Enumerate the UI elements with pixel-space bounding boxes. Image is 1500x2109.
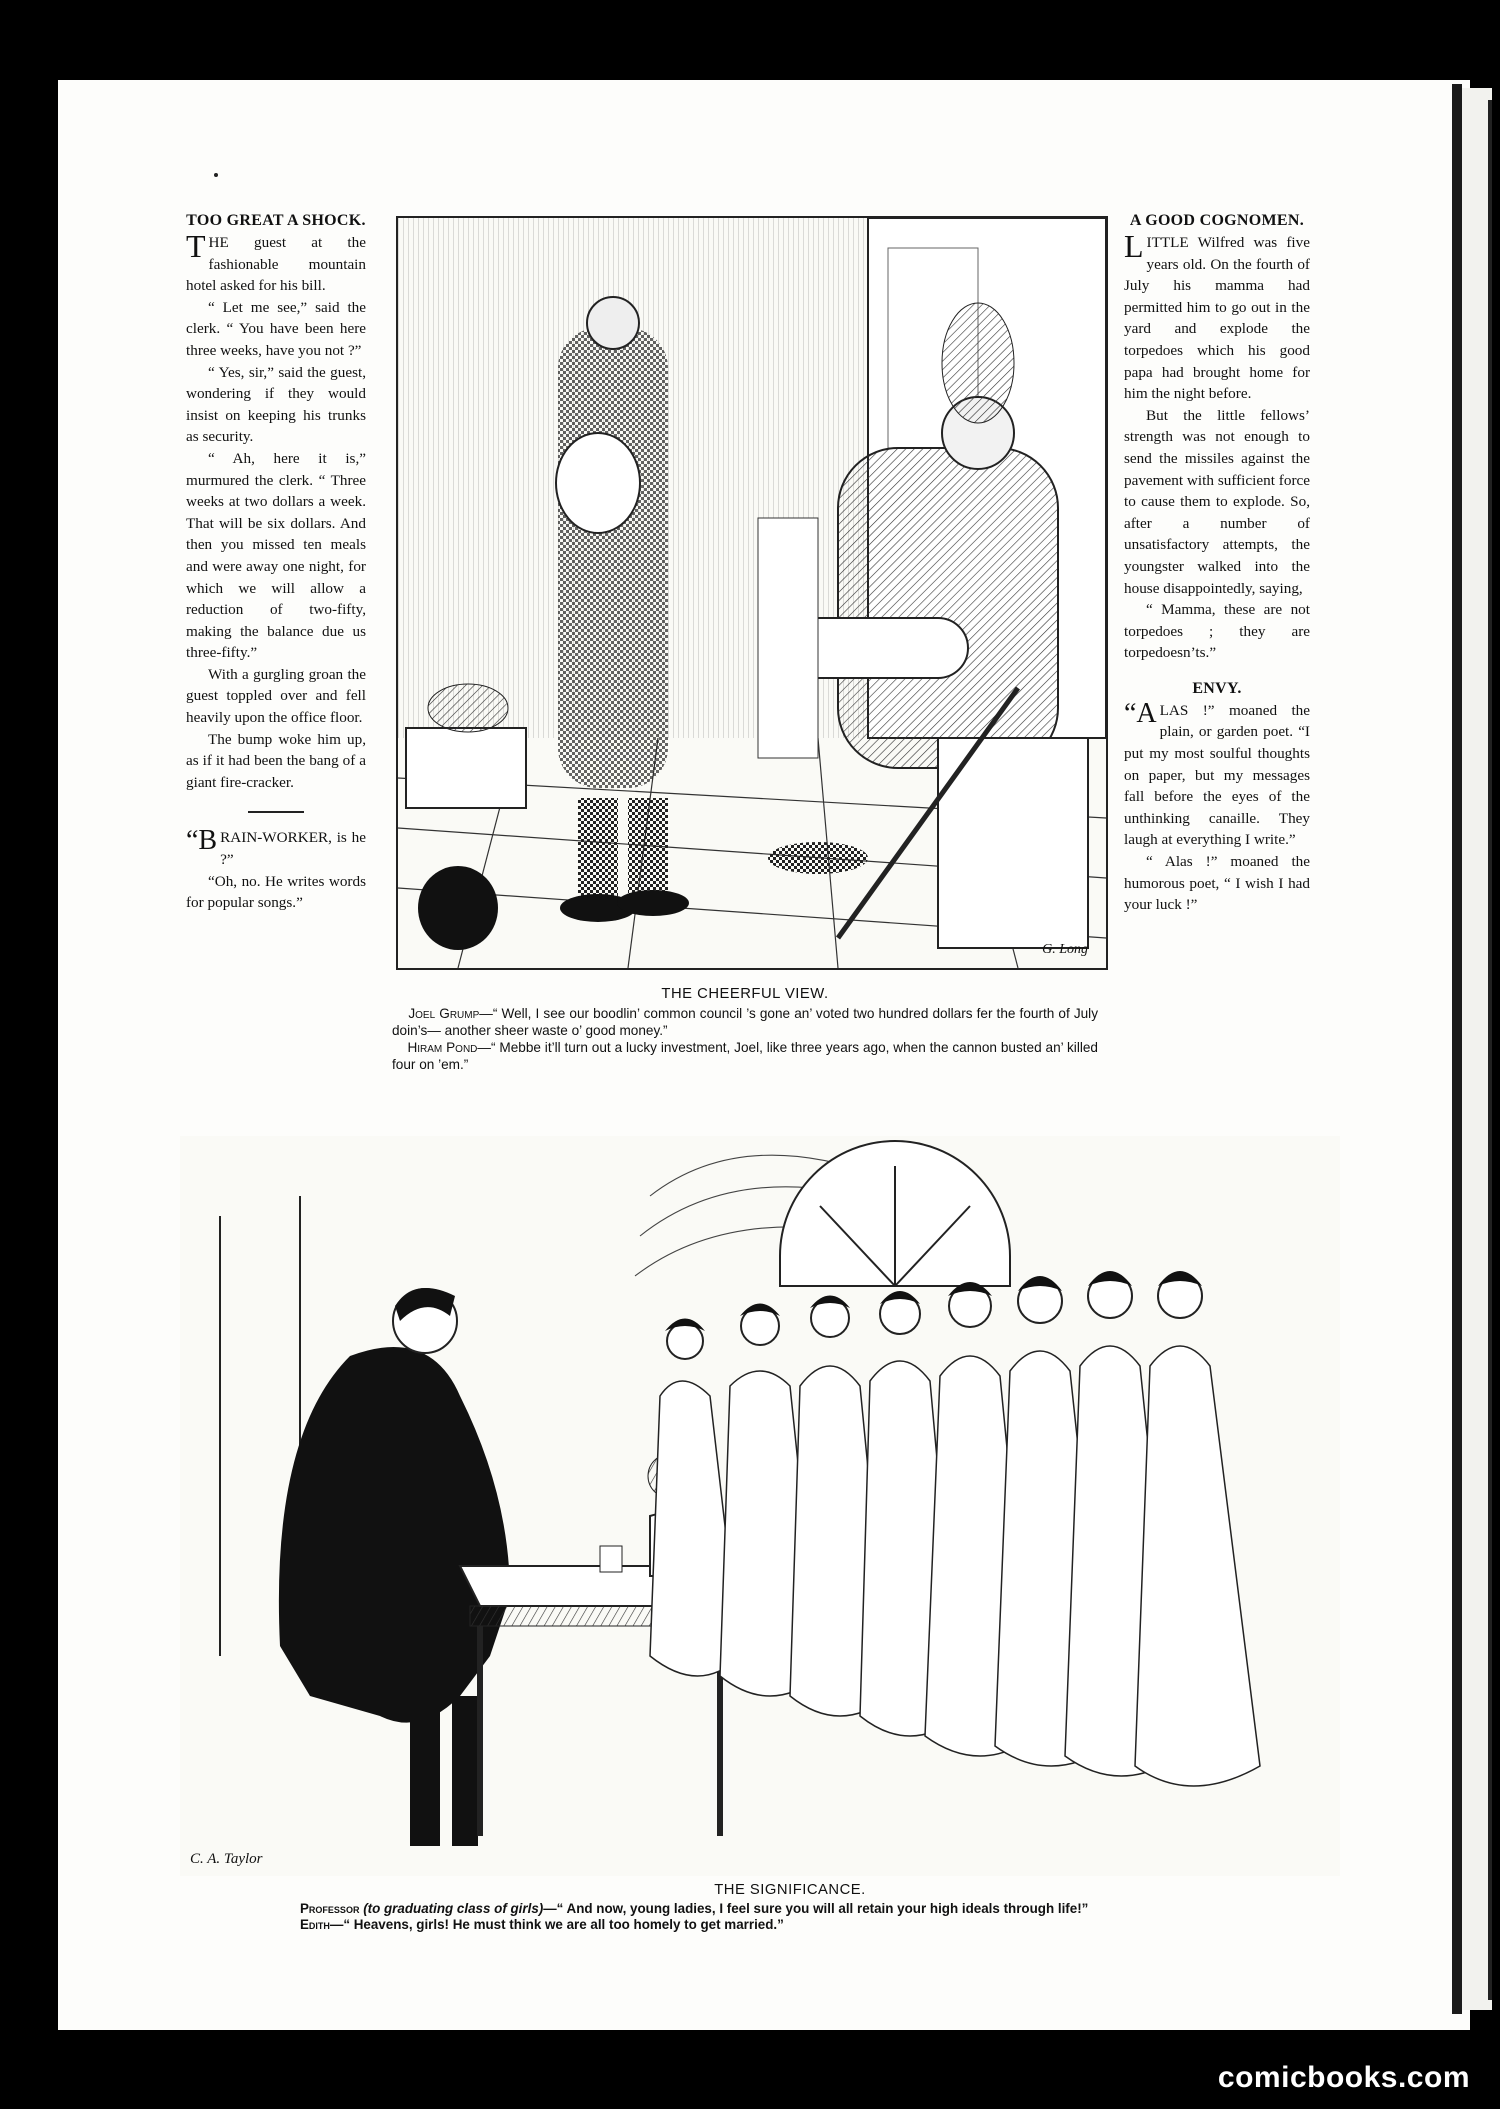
cartoon-caption-significance <box>300 1882 1280 1933</box>
story-paragraph: “ALAS !” moaned the plain, or garden poet. “I put my most soulful thoughts on paper, but my messages fall before the eyes of the unthinking canaille. They laugh at everything I write.” <box>1124 697 1310 849</box>
joke-question: “BRAIN-WORKER, is he ?” <box>186 825 366 869</box>
site-watermark: comicbooks.com <box>1217 2061 1470 2094</box>
speaker-name: Hiram Pond <box>407 1040 478 1055</box>
store-scene-drawing <box>398 218 1106 968</box>
caption-dialogue-line: Joel Grump—“ Well, I see our boodlin’ common council ’s gone an’ voted two hundred dollars fer the fourth of July doin’s— another sheer waste o’ good money.” <box>392 1006 1098 1038</box>
drop-cap: T <box>186 228 206 264</box>
story-paragraph: “ Alas !” moaned the humorous poet, “ I wish I had your luck !” <box>1124 853 1310 914</box>
caption-dialogue-line: Hiram Pond—“ Mebbe it’ll turn out a lucky investment, Joel, like three years ago, when the cannon busted an’ killed four on ’em.” <box>392 1040 1098 1072</box>
stage-direction: (to graduating class of girls) <box>363 1901 544 1916</box>
story-paragraph: “ Let me see,” said the clerk. “ You have been here three weeks, have you not ?” <box>186 298 366 359</box>
artist-signature: G. Long <box>1042 942 1088 957</box>
story-title-too-great-a-shock: TOO GREAT A SHOCK. <box>186 212 366 229</box>
artist-signature: C. A. Taylor <box>190 1851 263 1867</box>
section-divider <box>248 811 304 813</box>
drop-cap: “B <box>186 825 218 857</box>
joke-answer: “Oh, no. He writes words for popular songs.” <box>186 872 366 912</box>
speaker-name: Edith <box>300 1917 330 1932</box>
story-paragraph: But the little fellows’ strength was not enough to send the missiles against the pavement with sufficient force to cause them to explode. So, after a number of unsatisfactory attempts, the youngster walked into the house disappointedly, saying, <box>1124 406 1310 597</box>
story-paragraph: With a gurgling groan the guest toppled over and fell heavily upon the office floor. <box>186 665 366 727</box>
two-men-in-store-illustration <box>396 216 1108 970</box>
cartoon-caption-cheerful-view <box>392 986 1098 1073</box>
page-mark <box>214 173 218 177</box>
professor-and-graduates-illustration <box>180 1136 1340 1876</box>
story-paragraph: The bump woke him up, as if it had been the bang of a giant fire-cracker. <box>186 730 366 791</box>
caption-dialogue-line: Professor (to graduating class of girls)—“ And now, young ladies, I feel sure you will all retain your high ideals through life!” <box>300 1901 1089 1916</box>
caption-dialogue-line: Edith—“ Heavens, girls! He must think we are all too homely to get married.” <box>300 1917 784 1932</box>
story-paragraph: “ Mamma, these are not torpedoes ; they are torpedoesn’ts.” <box>1124 601 1310 662</box>
drop-cap: “A <box>1124 697 1157 729</box>
speaker-name: Professor <box>300 1901 360 1916</box>
caption-title: THE CHEERFUL VIEW. <box>661 986 829 1002</box>
story-paragraph: THE guest at the fashionable mountain hotel asked for his bill. <box>186 228 366 295</box>
binding-spine <box>1452 84 1462 2014</box>
graduation-scene-drawing <box>180 1136 1340 1876</box>
left-text-column <box>186 212 366 914</box>
story-paragraph: LITTLE Wilfred was five years old. On the fourth of July his mamma had permitted him to go out in the yard and explode the torpedoes which his good papa had brought home for him the night before. <box>1124 228 1310 403</box>
story-paragraph: “ Yes, sir,” said the guest, wondering if they would insist on keeping his trunks as security. <box>186 363 366 446</box>
story-title-a-good-cognomen: A GOOD COGNOMEN. <box>1129 212 1305 229</box>
right-text-column <box>1124 212 1310 916</box>
facing-page-border <box>1488 100 1492 2000</box>
caption-title: THE SIGNIFICANCE. <box>714 1882 866 1898</box>
story-paragraph: “ Ah, here it is,” murmured the clerk. “ Three weeks at two dollars a week. That will be six dollars. And then you missed ten meals and were away one night, for which we will allow a reduction of two-fifty, making the balance due us three-fifty.” <box>186 449 366 662</box>
drop-cap: L <box>1124 228 1144 264</box>
story-title-envy: ENVY. <box>1192 679 1242 697</box>
speaker-name: Joel Grump <box>408 1006 480 1021</box>
